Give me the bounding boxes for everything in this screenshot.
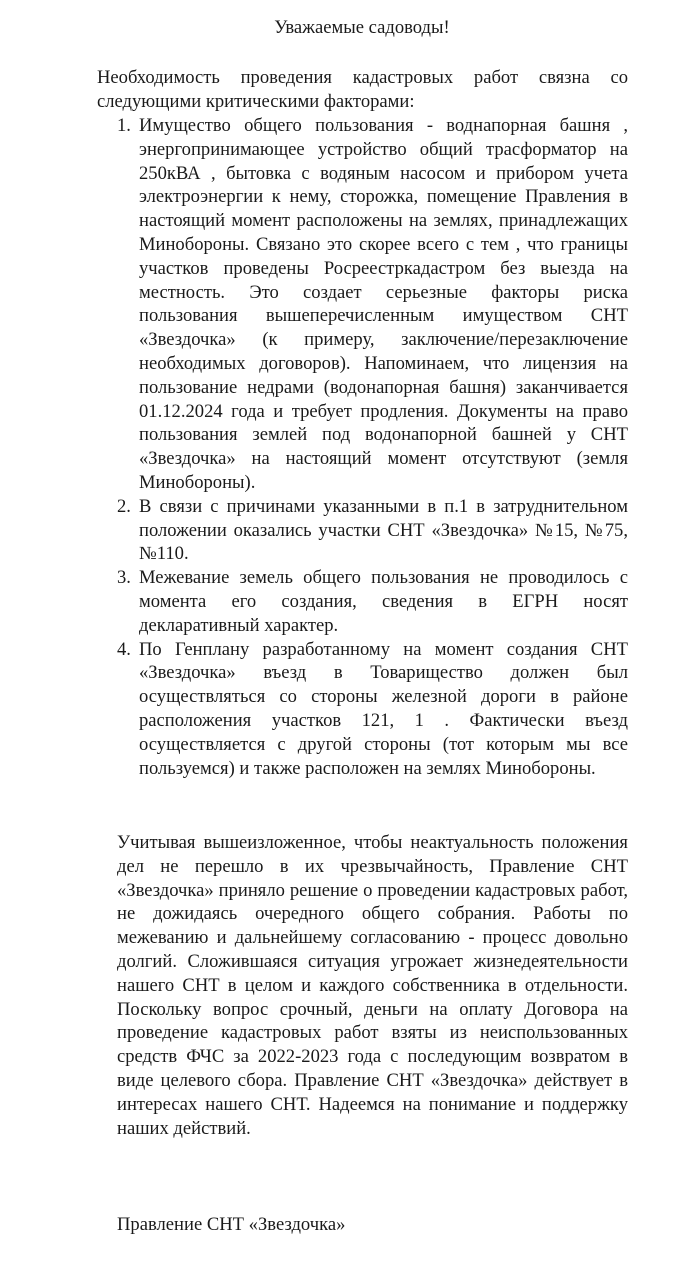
list-item-number: 3. (117, 567, 131, 589)
list-item-text: Межевание земель общего пользования не проводилось с момента его создания, сведения в ЕГРН носят декларативный характер. (139, 567, 628, 636)
list-item (117, 114, 628, 495)
list-item (117, 495, 628, 566)
factors-list (117, 114, 628, 780)
signature: Правление СНТ «Звездочка» (117, 1214, 346, 1235)
document-title: Уважаемые садоводы! (274, 17, 450, 38)
list-item-text: По Генплану разработанному на момент создания СНТ «Звездочка» въезд в Товарищество должен был осуществляться со стороны железной дороги в районе расположения участков 121, 1 . Фактически въезд осуществляется с другой стороны (тот которым мы все пользуемся) и также расположен на землях Минобороны. (139, 638, 628, 779)
list-item-number: 2. (117, 495, 131, 517)
list-item-text: В связи с причинами указанными в п.1 в затруднительном положении оказались участки СНТ «Звездочка» №15, №75, №110. (139, 495, 628, 565)
list-item-text: Имущество общего пользования - воднапорная башня , энергопринимающее устройство общий трасформатор на 250кВА , бытовка с водяным насосом и прибором учета электроэнергии к нему, сторожка, помещение Правления в настоящий момент расположены на землях, принадлежащих Минобороны. Связано это скорее всего с тем , что границы участков проведены Росреестркадастром без выезда на местность. Это создает серьезные факторы риска пользования вышеперечисленным имуществом СНТ «Звездочка» (к примеру, заключение/перезаключение необходимых договоров). Напоминаем, что лицензия на пользование недрами (водонапорная башня) заканчивается 01.12.2024 года и требует продления. Документы на право пользования землей под водонапорной башней у СНТ «Звездочка» на настоящий момент отсутствуют (земля Минобороны). (139, 115, 628, 493)
list-item (117, 638, 628, 781)
list-item-number: 1. (117, 115, 131, 136)
closing-paragraph: Учитывая вышеизложенное, чтобы неактуальность положения дел не перешло в их чрезвычайность, Правление СНТ «Звездочка» приняло решение о проведении кадастровых работ, не дожидаясь очередного общего собрания. Работы по межеванию и дальнейшему согласованию - процесс довольно долгий. Сложившаяся ситуация угрожает жизнедеятельности нашего СНТ в целом и каждого собственника в отдельности. Поскольку вопрос срочный, деньги на оплату Договора на проведение кадастровых работ взяты из неиспользованных средств ФЧС за 2022-2023 года с последующим возвратом в виде целевого сбора. Правление СНТ «Звездочка» действует в интересах нашего СНТ. Надеемся на понимание и поддержку наших действий. (117, 832, 628, 1139)
list-item-number: 4. (117, 638, 131, 660)
list-item (117, 566, 628, 637)
intro-paragraph: Необходимость проведения кадастровых работ связна со следующими критическими факторами: (97, 67, 628, 112)
